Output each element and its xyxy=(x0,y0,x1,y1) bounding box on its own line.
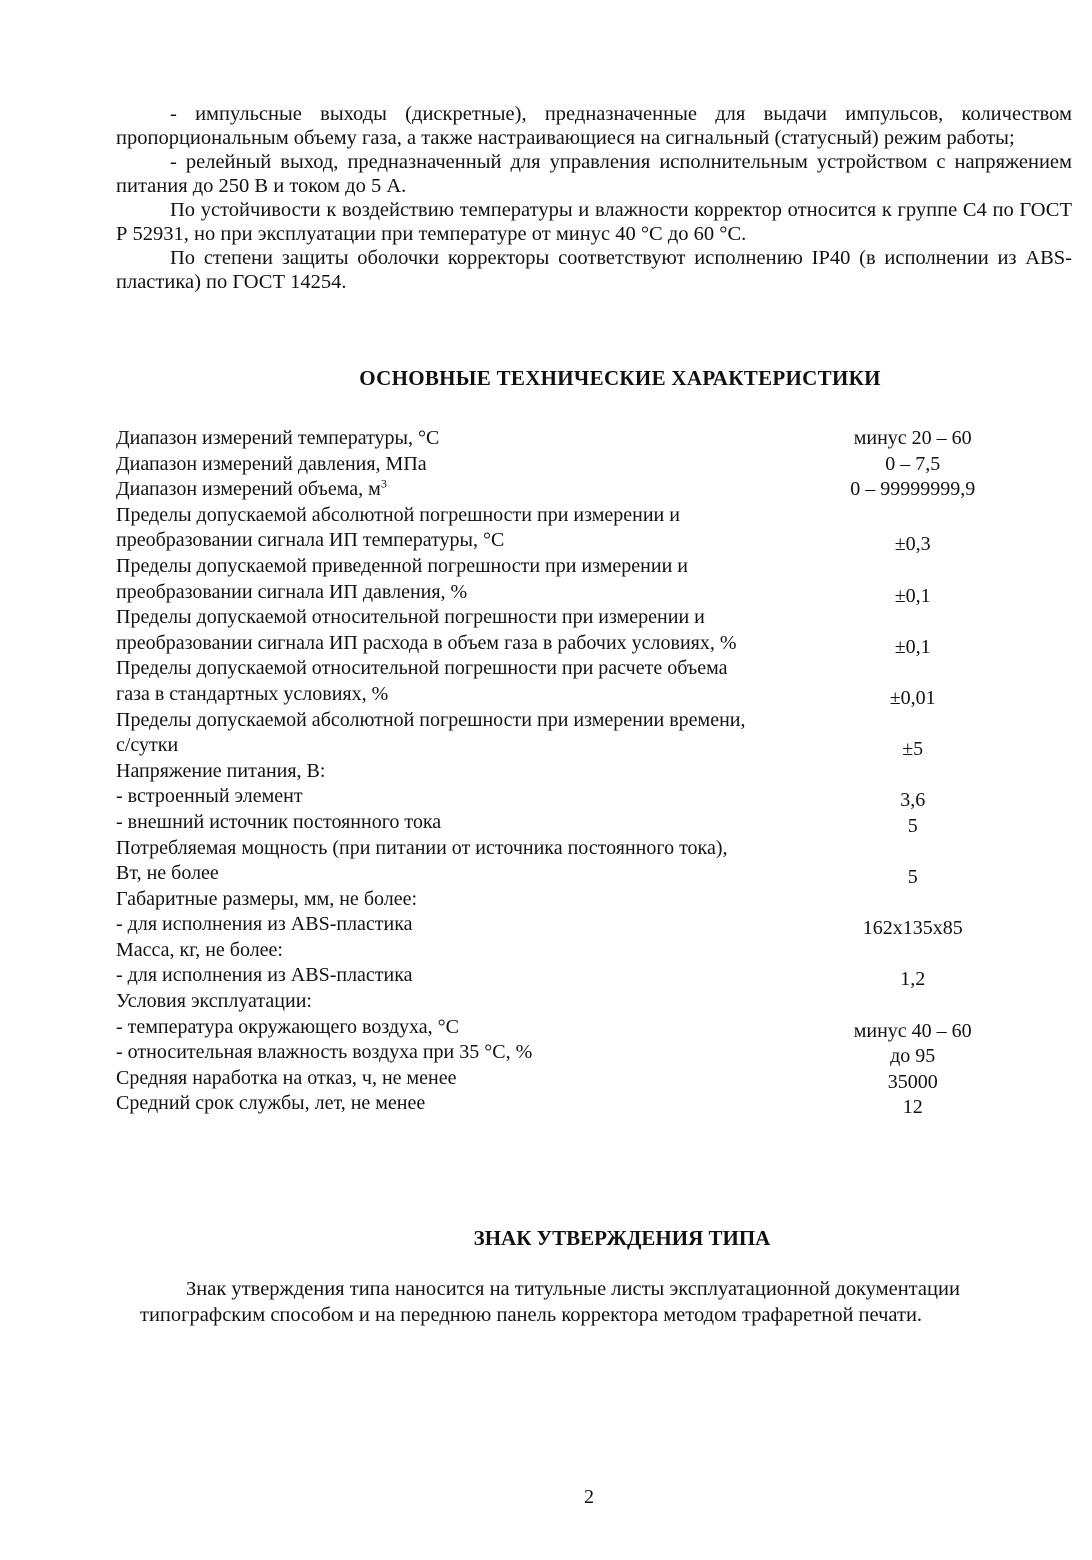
spec-row xyxy=(116,784,1076,810)
spec-value: 12 xyxy=(902,1096,923,1119)
spec-value: 0 – 99999999,9 xyxy=(850,478,976,501)
spec-row xyxy=(116,605,1076,656)
spec-value: ±5 xyxy=(902,738,924,761)
spec-row xyxy=(116,426,1076,452)
spec-label: - встроенный элемент xyxy=(116,785,303,808)
specs-heading: ОСНОВНЫЕ ТЕХНИЧЕСКИЕ ХАРАКТЕРИСТИКИ xyxy=(359,366,881,390)
type-approval-text xyxy=(140,1276,1044,1328)
spec-label: Диапазон измерений давления, МПа xyxy=(116,452,427,475)
spec-label: Диапазон измерений температуры, °С xyxy=(116,427,440,449)
spec-row xyxy=(116,554,1076,605)
spec-value: минус 20 – 60 xyxy=(853,427,972,449)
spec-label: Средний срок службы, лет, не менее xyxy=(116,1092,426,1115)
spec-label: - температура окружающего воздуха, °С xyxy=(116,1015,460,1038)
spec-label: Пределы допускаемой абсолютной погрешности при измерении и преобразовании сигнала ИП температуры, °С xyxy=(116,503,680,552)
spec-row xyxy=(116,503,1076,554)
spec-value: минус 40 – 60 xyxy=(853,1019,972,1042)
spec-row xyxy=(116,963,1076,989)
spec-row xyxy=(116,836,1076,887)
intro-paragraph-climate-group: По устойчивости к воздействию температуры и влажности корректор относится к группе С4 по ГОСТ Р 52931, но при эксплуатации при температуре от минус 40 °С до 60 °С. xyxy=(116,199,1072,245)
spec-label: - для исполнения из ABS-пластика xyxy=(116,964,413,987)
spec-value: ±0,3 xyxy=(894,533,931,556)
spec-row xyxy=(116,1091,1076,1117)
spec-value: 162x135x85 xyxy=(862,917,963,940)
spec-value: 0 – 7,5 xyxy=(885,452,941,475)
type-approval-paragraph: Знак утверждения типа наносится на титульные листы эксплуатационной документации типографским способом и на переднюю панель корректора методом трафаретной печати. xyxy=(140,1278,960,1326)
type-approval-heading: ЗНАК УТВЕРЖДЕНИЯ ТИПА xyxy=(473,1226,771,1250)
spec-label-text: Диапазон измерений объема, м xyxy=(116,478,381,501)
spec-label: - относительная влажность воздуха при 35 °С, % xyxy=(116,1041,533,1064)
spec-label: Масса, кг, не более: xyxy=(116,938,283,961)
spec-value: ±0,1 xyxy=(894,635,931,658)
spec-value: 5 xyxy=(907,866,918,889)
intro-paragraph-relay-output: - релейный выход, предназначенный для управления исполнительным устройством с напряжением питания до 250 В и током до 5 А. xyxy=(116,151,1072,197)
spec-value: ±0,1 xyxy=(894,584,931,607)
spec-label: Напряжение питания, В: xyxy=(116,759,326,782)
spec-label: Условия эксплуатации: xyxy=(116,990,312,1013)
spec-label: - внешний источник постоянного тока xyxy=(116,810,442,833)
spec-row xyxy=(116,1040,1076,1066)
spec-row xyxy=(116,452,1076,478)
spec-label: Габаритные размеры, мм, не более: xyxy=(116,887,418,910)
intro-paragraph-protection-class: По степени защиты оболочки корректоры соответствуют исполнению IP40 (в исполнении из ABS-пластика) по ГОСТ 14254. xyxy=(116,247,1072,293)
spec-value: ±0,01 xyxy=(889,686,936,709)
intro-text xyxy=(116,102,1072,294)
spec-row xyxy=(116,477,1076,503)
spec-row xyxy=(116,656,1076,707)
spec-label: Пределы допускаемой относительной погрешности при измерении и преобразовании сигнала ИП расхода в объем газа в рабочих условиях, % xyxy=(116,606,737,654)
spec-label xyxy=(116,477,749,503)
spec-label-superscript: 3 xyxy=(380,476,387,491)
spec-value: 5 xyxy=(907,814,918,837)
spec-value: 1,2 xyxy=(900,968,926,991)
spec-label: Пределы допускаемой приведенной погрешности при измерении и преобразовании сигнала ИП давления, % xyxy=(116,554,688,603)
spec-label: Пределы допускаемой относительной погрешности при расчете объема газа в стандартных условиях, % xyxy=(116,657,728,705)
spec-row xyxy=(116,810,1076,836)
specs-table xyxy=(116,426,1076,1117)
spec-value: 3,6 xyxy=(900,789,926,812)
spec-value: до 95 xyxy=(890,1045,936,1068)
intro-paragraph-pulse-outputs: - импульсные выходы (дискретные), предназначенные для выдачи импульсов, количеством пропорциональным объему газа, а также настраивающиеся на сигнальный (статусный) режим работы; xyxy=(116,103,1072,149)
spec-row xyxy=(116,1066,1076,1092)
page-number: 2 xyxy=(584,1486,594,1508)
spec-row xyxy=(116,708,1076,759)
spec-label: Пределы допускаемой абсолютной погрешности при измерении времени, с/сутки xyxy=(116,708,746,757)
spec-label: Потребляемая мощность (при питании от источника постоянного тока), Вт, не более xyxy=(116,836,728,885)
spec-value: 35000 xyxy=(887,1070,938,1093)
spec-row xyxy=(116,1015,1076,1041)
spec-row xyxy=(116,912,1076,938)
spec-label: Средняя наработка на отказ, ч, не менее xyxy=(116,1066,457,1089)
spec-label: - для исполнения из ABS-пластика xyxy=(116,913,413,936)
